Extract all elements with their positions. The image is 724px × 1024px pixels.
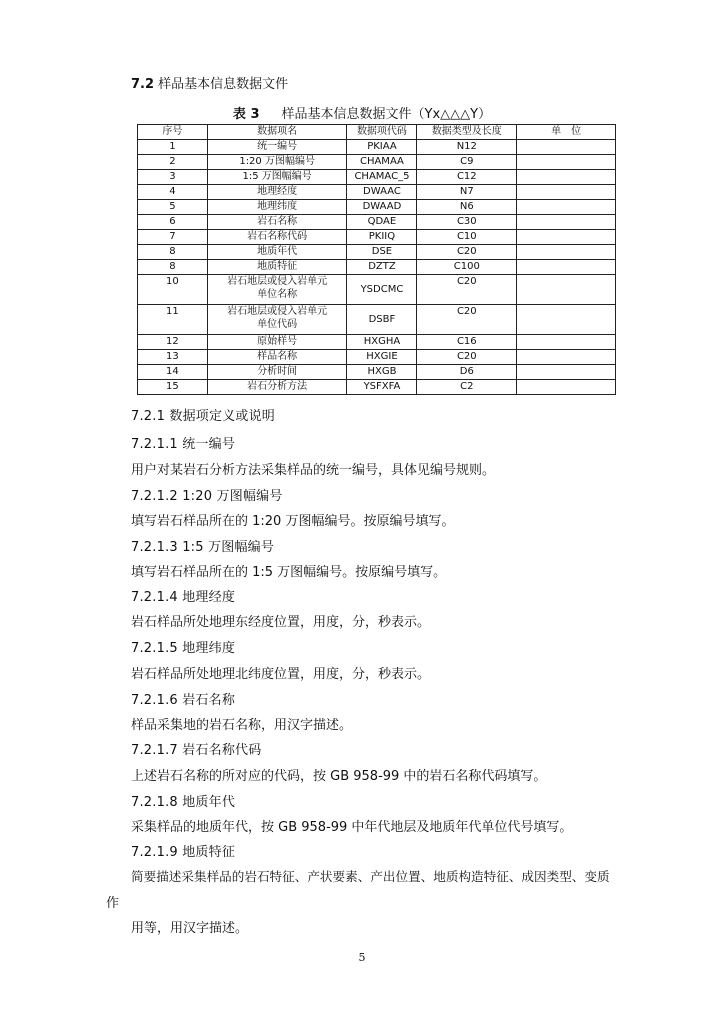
cell-no: 8 <box>138 260 208 275</box>
item-heading-5: 7.2.1.5 地理纬度 <box>131 641 236 656</box>
cell-code: CHAMAC_5 <box>347 170 417 185</box>
item-heading-1: 7.2.1.1 统一编号 <box>131 437 236 452</box>
cell-code: HXGB <box>347 365 417 380</box>
cell-name: 岩石名称 <box>207 215 347 230</box>
cell-code: CHAMAA <box>347 155 417 170</box>
cell-unit <box>517 275 616 305</box>
cell-no: 11 <box>138 305 208 335</box>
cell-code: QDAE <box>347 215 417 230</box>
table-row <box>138 305 616 335</box>
table-row <box>138 275 616 305</box>
item-text-9-wrap: 作 <box>106 896 120 911</box>
subsection-heading: 7.2.1 数据项定义或说明 <box>131 409 276 424</box>
cell-name: 地理经度 <box>207 185 347 200</box>
cell-type: N7 <box>417 185 517 200</box>
cell-type: C20 <box>417 245 517 260</box>
header-code: 数据项代码 <box>347 125 417 140</box>
cell-code: PKIAA <box>347 140 417 155</box>
cell-no: 13 <box>138 350 208 365</box>
table-caption <box>0 103 724 122</box>
cell-unit <box>517 155 616 170</box>
cell-no: 3 <box>138 170 208 185</box>
table-row <box>138 155 616 170</box>
cell-name: 原始样号 <box>207 335 347 350</box>
cell-code: DSBF <box>347 305 417 335</box>
table-row <box>138 380 616 395</box>
cell-code: PKIIQ <box>347 230 417 245</box>
table-row <box>138 350 616 365</box>
item-heading-4: 7.2.1.4 地理经度 <box>131 590 236 605</box>
cell-type: D6 <box>417 365 517 380</box>
cell-no: 5 <box>138 200 208 215</box>
cell-no: 12 <box>138 335 208 350</box>
cell-no: 4 <box>138 185 208 200</box>
cell-type: C20 <box>417 275 517 305</box>
header-no: 序号 <box>138 125 208 140</box>
header-type: 数据类型及长度 <box>417 125 517 140</box>
item-text-1: 用户对某岩石分析方法采集样品的统一编号，具体见编号规则。 <box>131 463 496 478</box>
table-row <box>138 365 616 380</box>
cell-unit <box>517 380 616 395</box>
cell-type: C100 <box>417 260 517 275</box>
cell-code: YSFXFA <box>347 380 417 395</box>
table-row <box>138 140 616 155</box>
cell-unit <box>517 140 616 155</box>
cell-name: 岩石名称代码 <box>207 230 347 245</box>
cell-code: YSDCMC <box>347 275 417 305</box>
table-row <box>138 170 616 185</box>
data-table <box>137 124 616 395</box>
item-text-5: 岩石样品所处地理北纬度位置，用度，分，秒表示。 <box>131 667 431 682</box>
cell-code: DZTZ <box>347 260 417 275</box>
cell-no: 1 <box>138 140 208 155</box>
cell-name-line1: 岩石地层或侵入岩单元 <box>227 306 328 317</box>
table-row <box>138 335 616 350</box>
cell-unit <box>517 245 616 260</box>
cell-type: N12 <box>417 140 517 155</box>
cell-type: C16 <box>417 335 517 350</box>
cell-type: C10 <box>417 230 517 245</box>
section-title: 样品基本信息数据文件 <box>158 77 289 92</box>
cell-no: 2 <box>138 155 208 170</box>
cell-unit <box>517 185 616 200</box>
cell-unit <box>517 335 616 350</box>
cell-name: 岩石分析方法 <box>207 380 347 395</box>
item-text-2: 填写岩石样品所在的 1:20 万图幅编号。按原编号填写。 <box>131 514 455 529</box>
cell-name: 地质年代 <box>207 245 347 260</box>
table-row <box>138 215 616 230</box>
item-heading-2: 7.2.1.2 1:20 万图幅编号 <box>131 489 283 504</box>
cell-name <box>207 305 347 335</box>
table-title: 样品基本信息数据文件（Yx△△△Y） <box>281 107 492 122</box>
cell-name-line1: 岩石地层或侵入岩单元 <box>227 276 328 287</box>
table-row <box>138 185 616 200</box>
cell-no: 15 <box>138 380 208 395</box>
cell-code: DWAAC <box>347 185 417 200</box>
cell-unit <box>517 200 616 215</box>
item-text-4: 岩石样品所处地理东经度位置，用度，分，秒表示。 <box>131 615 431 630</box>
table-number: 表 3 <box>232 107 260 122</box>
cell-unit <box>517 215 616 230</box>
cell-name: 地质特征 <box>207 260 347 275</box>
cell-code: DWAAD <box>347 200 417 215</box>
cell-name: 地理纬度 <box>207 200 347 215</box>
item-heading-7: 7.2.1.7 岩石名称代码 <box>131 743 262 758</box>
cell-type: C30 <box>417 215 517 230</box>
cell-no: 6 <box>138 215 208 230</box>
item-heading-8: 7.2.1.8 地质年代 <box>131 795 236 810</box>
cell-name: 1:20 万图幅编号 <box>207 155 347 170</box>
cell-code: HXGIE <box>347 350 417 365</box>
cell-unit <box>517 350 616 365</box>
item-text-3: 填写岩石样品所在的 1:5 万图幅编号。按原编号填写。 <box>131 565 447 580</box>
cell-no: 7 <box>138 230 208 245</box>
cell-type: C20 <box>417 350 517 365</box>
header-name: 数据项名 <box>207 125 347 140</box>
cell-name: 分析时间 <box>207 365 347 380</box>
cell-name-line2: 单位名称 <box>257 289 298 300</box>
item-text-7: 上述岩石名称的所对应的代码，按 GB 958-99 中的岩石名称代码填写。 <box>131 769 547 784</box>
item-heading-3: 7.2.1.3 1:5 万图幅编号 <box>131 540 275 555</box>
cell-no: 10 <box>138 275 208 305</box>
table-row <box>138 245 616 260</box>
item-text-8: 采集样品的地质年代，按 GB 958-99 中年代地层及地质年代单位代号填写。 <box>131 820 573 835</box>
cell-unit <box>517 305 616 335</box>
item-text-6: 样品采集地的岩石名称，用汉字描述。 <box>131 718 353 733</box>
cell-name <box>207 275 347 305</box>
cell-name-line2: 单位代码 <box>257 319 298 330</box>
cell-unit <box>517 260 616 275</box>
table-row <box>138 260 616 275</box>
cell-name: 样品名称 <box>207 350 347 365</box>
cell-unit <box>517 365 616 380</box>
cell-unit <box>517 170 616 185</box>
cell-no: 8 <box>138 245 208 260</box>
cell-type: N6 <box>417 200 517 215</box>
cell-code: DSE <box>347 245 417 260</box>
cell-unit <box>517 230 616 245</box>
cell-name: 1:5 万图幅编号 <box>207 170 347 185</box>
cell-code: HXGHA <box>347 335 417 350</box>
cell-type: C9 <box>417 155 517 170</box>
cell-no: 14 <box>138 365 208 380</box>
cell-type: C12 <box>417 170 517 185</box>
cell-name: 统一编号 <box>207 140 347 155</box>
item-heading-6: 7.2.1.6 岩石名称 <box>131 693 236 708</box>
cell-type: C2 <box>417 380 517 395</box>
section-number: 7.2 <box>131 77 155 92</box>
item-heading-9: 7.2.1.9 地质特征 <box>131 845 236 860</box>
item-text-9-line2: 用等，用汉字描述。 <box>131 921 249 936</box>
header-unit: 单 位 <box>517 125 616 140</box>
table-row <box>138 200 616 215</box>
page-number: 5 <box>358 951 366 964</box>
table-header-row <box>138 125 616 140</box>
item-text-9-line1: 简要描述采集样品的岩石特征、产状要素、产出位置、地质构造特征、成因类型、变质 <box>131 869 610 884</box>
cell-type: C20 <box>417 305 517 335</box>
table-row <box>138 230 616 245</box>
section-heading <box>131 73 288 92</box>
